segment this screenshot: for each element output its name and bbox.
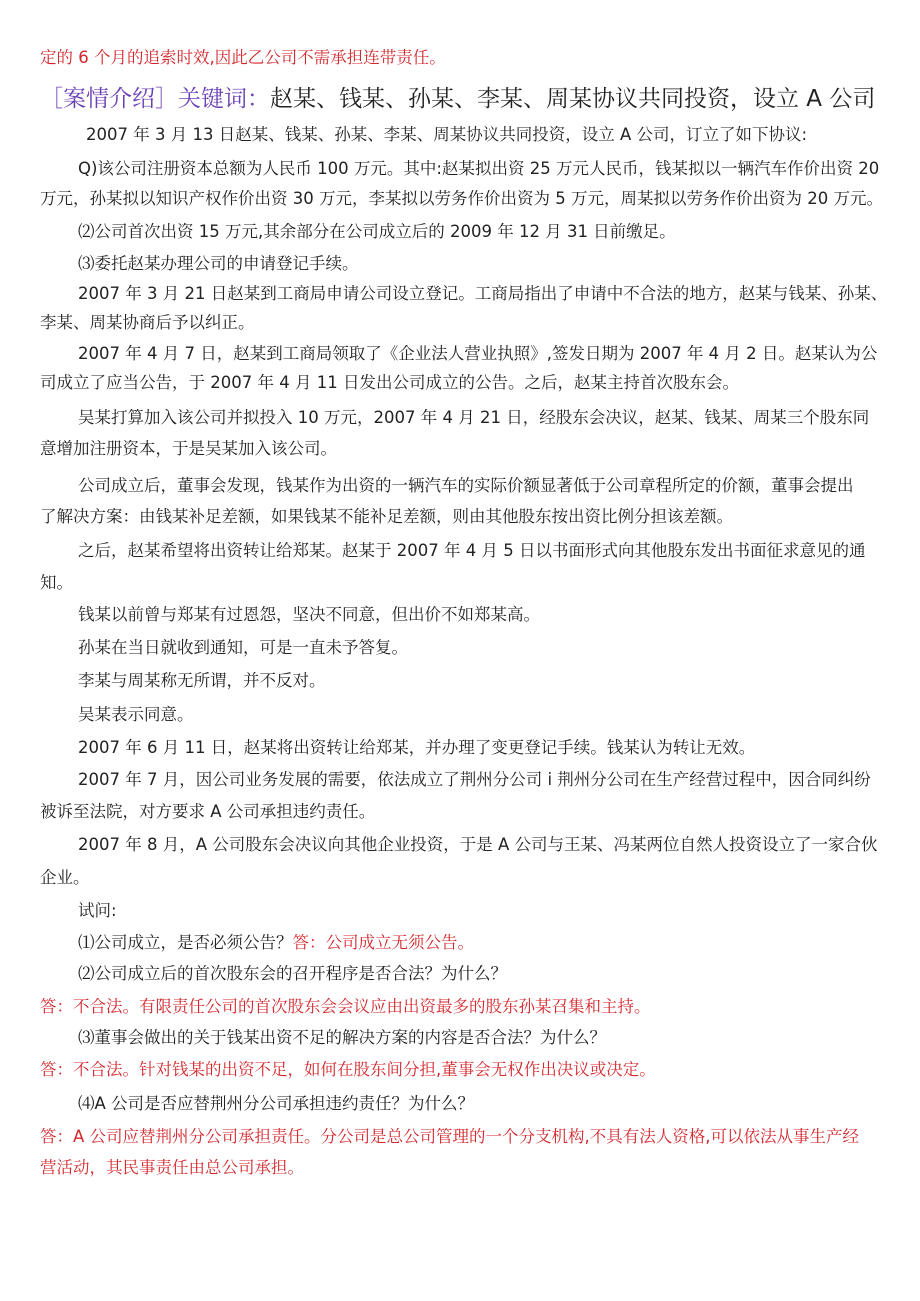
answer-4-line-1: 答：A 公司应替荆州分公司承担责任。分公司是总公司管理的一个分支机构,不具有法人资格,可以依法从事生产经 <box>40 1127 860 1146</box>
paragraph-6-line-2: 司成立了应当公告，于 2007 年 4 月 11 日发出公司成立的公告。之后，赵某主持首次股东会。 <box>40 373 739 392</box>
paragraph-12: 李某与周某称无所谓，并不反对。 <box>78 671 326 690</box>
paragraph-15-line-2: 被诉至法院，对方要求 A 公司承担违约责任。 <box>40 802 376 821</box>
paragraph-11: 孙某在当日就收到通知，可是一直未予答复。 <box>78 638 408 657</box>
paragraph-3: ⑵公司首次出资 15 万元,其余部分在公司成立后的 2009 年 12 月 31 日前缴足。 <box>78 222 676 241</box>
keywords-text: 赵某、钱某、孙某、李某、周某协议共同投资，设立 A 公司 <box>270 86 876 112</box>
paragraph-4: ⑶委托赵某办理公司的申请登记手续。 <box>78 254 359 273</box>
question-3: ⑶董事会做出的关于钱某出资不足的解决方案的内容是否合法？为什么？ <box>78 1028 606 1047</box>
paragraph-13: 吴某表示同意。 <box>78 705 194 724</box>
answer-2: 答：不合法。有限责任公司的首次股东会会议应由出资最多的股东孙某召集和主持。 <box>40 997 651 1016</box>
paragraph-5-line-1: 2007 年 3 月 21 日赵某到工商局申请公司设立登记。工商局指出了申请中不合法的地方，赵某与钱某、孙某、 <box>78 284 888 303</box>
paragraph-1: 2007 年 3 月 13 日赵某、钱某、孙某、李某、周某协议共同投资，设立 A 公司，订立了如下协议: <box>86 125 808 144</box>
paragraph-8-line-1: 公司成立后，董事会发现，钱某作为出资的一辆汽车的实际价额显著低于公司章程所定的价额，董事会提出 <box>78 476 854 495</box>
answer-4-line-2: 营活动，其民事责任由总公司承担。 <box>40 1158 304 1177</box>
case-heading <box>40 84 900 114</box>
answer-3: 答：不合法。针对钱某的出资不足，如何在股东间分担,董事会无权作出决议或决定。 <box>40 1060 656 1079</box>
paragraph-15-line-1: 2007 年 7 月，因公司业务发展的需要，依法成立了荆州分公司 i 荆州分公司在生产经营过程中，因合同纠纷 <box>78 770 871 789</box>
paragraph-7-line-2: 意增加注册资本，于是吴某加入该公司。 <box>40 439 337 458</box>
paragraph-16-line-1: 2007 年 8 月，A 公司股东会决议向其他企业投资，于是 A 公司与王某、冯某两位自然人投资设立了一家合伙 <box>78 835 878 854</box>
paragraph-5-line-2: 李某、周某协商后予以纠正。 <box>40 313 255 332</box>
paragraph-8-line-2: 了解决方案：由钱某补足差额，如果钱某不能补足差额，则由其他股东按出资比例分担该差额。 <box>40 507 733 526</box>
question-4: ⑷A 公司是否应替荆州分公司承担违约责任？为什么？ <box>78 1094 475 1113</box>
question-1-text: ⑴公司成立，是否必须公告？ <box>78 933 293 952</box>
paragraph-7-line-1: 吴某打算加入该公司并拟投入 10 万元，2007 年 4 月 21 日，经股东会决议，赵某、钱某、周某三个股东同 <box>78 408 870 427</box>
paragraph-9-line-2: 知。 <box>40 573 73 592</box>
paragraph-14: 2007 年 6 月 11 日，赵某将出资转让给郑某，并办理了变更登记手续。钱某认为转让无效。 <box>78 738 756 757</box>
paragraph-16-line-2: 企业。 <box>40 868 90 887</box>
keyword-label: 关键词： <box>178 86 270 112</box>
case-tag: ［案情介绍］ <box>40 86 178 112</box>
questions-label: 试问: <box>78 901 117 920</box>
paragraph-6-line-1: 2007 年 4 月 7 日，赵某到工商局领取了《企业法人营业执照》,签发日期为 2007 年 4 月 2 日。赵某认为公 <box>78 344 878 363</box>
paragraph-10: 钱某以前曾与郑某有过恩怨，坚决不同意，但出价不如郑某高。 <box>78 605 540 624</box>
paragraph-2-line-1: Q)该公司注册资本总额为人民币 100 万元。其中:赵某拟出资 25 万元人民币，钱某拟以一辆汽车作价出资 20 <box>78 159 880 178</box>
intro-line: 定的 6 个月的追索时效,因此乙公司不需承担连带责任。 <box>40 48 446 67</box>
answer-1: 答：公司成立无须公告。 <box>292 933 474 952</box>
paragraph-2-line-2: 万元，孙某拟以知识产权作价出资 30 万元，李某拟以劳务作价出资为 5 万元，周某拟以劳务作价出资为 20 万元。 <box>40 189 883 208</box>
question-1 <box>78 932 900 954</box>
paragraph-9-line-1: 之后，赵某希望将出资转让给郑某。赵某于 2007 年 4 月 5 日以书面形式向其他股东发出书面征求意见的通 <box>78 541 866 560</box>
question-2: ⑵公司成立后的首次股东会的召开程序是否合法？为什么？ <box>78 964 507 983</box>
